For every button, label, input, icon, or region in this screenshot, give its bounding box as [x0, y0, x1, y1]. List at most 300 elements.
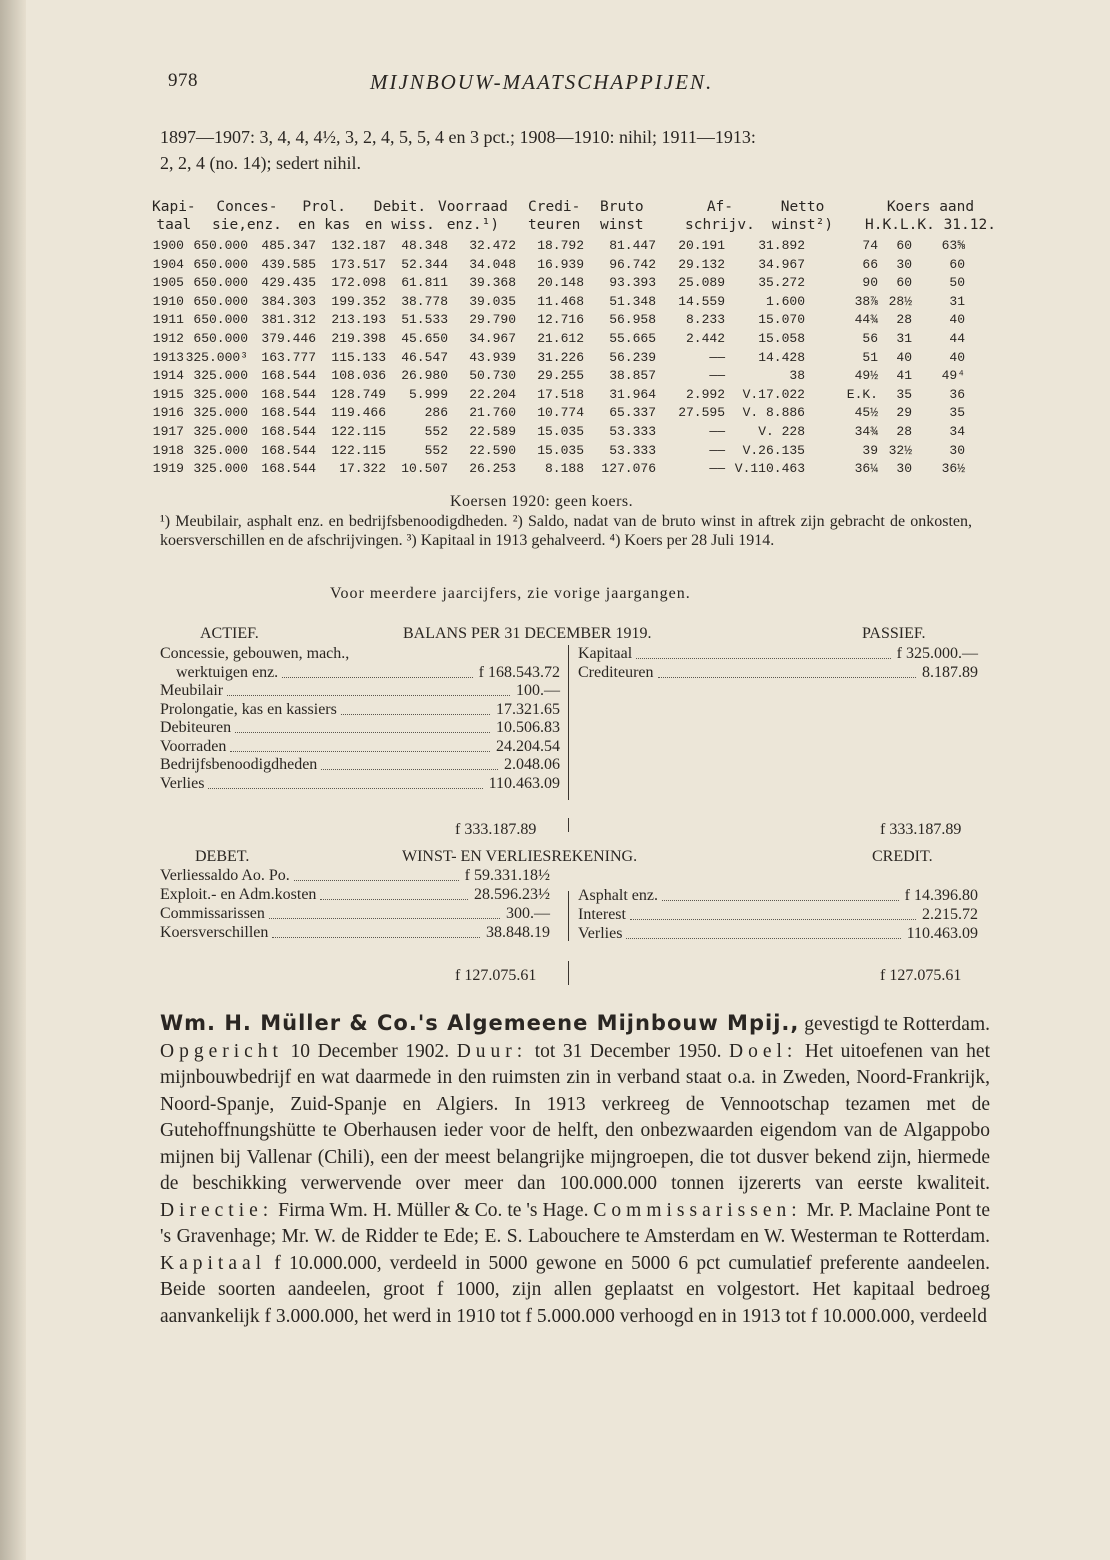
table-cell: 39 [862, 442, 878, 458]
ledger-label: Koersverschillen [160, 924, 269, 941]
table-cell: V. 228 [758, 423, 805, 439]
ledger-label: Meubilair [160, 682, 224, 699]
company-text: gevestigd te Rotterdam. [799, 1014, 990, 1035]
ledger-label: Kapitaal [578, 645, 633, 662]
dot-leader [269, 918, 500, 919]
column-header-line: Netto [780, 199, 825, 215]
running-title: MIJNBOUW-MAATSCHAPPIJEN. [370, 70, 714, 94]
ledger-amount: 110.463.09 [488, 774, 560, 792]
row-year: 1910 [152, 293, 184, 309]
table-cell: 213.193 [331, 312, 386, 328]
balans-total-divider [568, 818, 569, 832]
table-cell: 18.792 [537, 238, 584, 253]
label-kapitaal: Kapitaal [160, 1252, 267, 1274]
ledger-label: Bedrijfsbenoodigdheden [160, 756, 318, 773]
table-cell: 128.749 [331, 386, 386, 402]
balance-sheet [160, 625, 990, 845]
table-row [152, 442, 980, 462]
company-text: Mr. P. Maclaine Pont te 's Gravenhage; Mr. W. de Ridder te Ede; E. S. Labouchere te Amsterdam en W. Westerman te Rotterdam. [160, 1199, 990, 1247]
balans-total-left: f 333.187.89 [455, 821, 537, 838]
table-cell: 122.115 [331, 423, 386, 439]
table-cell: 35.272 [758, 275, 805, 291]
table-cell: —— [709, 423, 725, 439]
ledger-line [160, 701, 560, 720]
table-cell: 29.790 [469, 312, 516, 328]
table-cell: 60 [896, 238, 912, 253]
table-cell: 39.368 [469, 275, 516, 291]
ledger-label: Verlies [160, 774, 205, 792]
table-cell: —— [709, 461, 725, 477]
ledger-amount: 2.215.72 [922, 906, 978, 923]
winst-right-header: CREDIT. [872, 848, 933, 865]
table-cell: 12.716 [537, 312, 584, 328]
table-row [152, 423, 980, 443]
table-cell: 29.132 [678, 256, 725, 272]
table-row [152, 405, 980, 424]
table-cell: 379.446 [261, 330, 316, 346]
table-cell: 429.435 [261, 275, 316, 291]
table-cell: 39.035 [469, 293, 516, 309]
row-year: 1904 [152, 256, 184, 272]
ledger-amount: 24.204.54 [496, 737, 560, 755]
table-cell: 30 [896, 256, 912, 272]
ledger-line [160, 924, 560, 943]
table-cell: 38.857 [609, 368, 656, 384]
table-cell: 168.544 [261, 423, 316, 439]
column-header-line: teuren [528, 217, 581, 233]
column-header [365, 198, 435, 234]
table-cell: 21.612 [537, 330, 584, 346]
table-cell: 44¾ [854, 312, 878, 328]
table-cell: 34¾ [854, 423, 878, 439]
table-cell: 28½ [888, 293, 912, 309]
table-cell: 93.393 [609, 275, 656, 291]
table-cell: 8.188 [544, 461, 584, 477]
row-year: 1900 [152, 238, 184, 253]
table-cell: 66 [862, 256, 878, 272]
table-cell: 325.000 [193, 442, 248, 458]
table-cell: 17.518 [537, 386, 584, 402]
table-cell: 28 [896, 312, 912, 328]
table-cell: 168.544 [261, 442, 316, 458]
column-header-line: H.K.L.K. 31.12. [865, 217, 996, 233]
table-cell: 60 [896, 275, 912, 291]
ledger-line [160, 867, 560, 886]
table-cell: 31.964 [609, 386, 656, 402]
dividend-line-1: 1897—1907: 3, 4, 4, 4½, 3, 2, 4, 5, 5, 4 en 3 pct.; 1908—1910: nihil; 1911—1913: [160, 127, 756, 147]
column-header-line: taal [156, 217, 192, 233]
profit-loss-account [160, 845, 990, 985]
table-cell: 51 [862, 349, 878, 365]
table-cell: 26.253 [469, 461, 516, 477]
ledger-label: Concessie, gebouwen, mach., [160, 645, 350, 662]
table-cell: 90 [862, 275, 878, 291]
ledger-line [578, 906, 978, 925]
table-cell: 381.312 [261, 312, 316, 328]
dot-leader [341, 714, 490, 715]
dot-leader [626, 938, 900, 939]
table-cell: 61.811 [401, 275, 448, 291]
table-row [152, 275, 980, 294]
table-cell: 5.999 [408, 386, 448, 402]
ledger-amount: 8.187.89 [922, 663, 978, 681]
table-cell: 46.547 [401, 349, 448, 365]
dividend-history [160, 124, 970, 176]
footnotes: ¹) Meubilair, asphalt enz. en bedrijfsbenoodigdheden. ²) Saldo, nadat van de bruto winst in aftrek zijn gebracht de onkosten, koersverschillen en de afschrijvingen. ³) Kapitaal in 1913 gehalveerd. ⁴) Koers per 28 Juli 1914. [160, 513, 972, 549]
table-cell: 34.048 [469, 256, 516, 272]
table-cell: 32½ [888, 442, 912, 458]
balans-divider [568, 645, 569, 800]
statistics-table [152, 238, 980, 480]
column-header-line: Koers aand [886, 199, 975, 215]
table-cell: 127.076 [601, 461, 656, 477]
ledger-amount: 300.— [506, 905, 550, 922]
table-cell: 31 [896, 330, 912, 346]
ledger-label: Verliessaldo Ao. Po. [160, 867, 290, 884]
table-cell: —— [709, 368, 725, 384]
dividend-line-2: 2, 2, 4 (no. 14); sedert nihil. [160, 153, 361, 173]
table-cell: 32.472 [469, 238, 516, 253]
winst-left-header: DEBET. [195, 848, 250, 865]
table-cell: 41 [896, 368, 912, 384]
table-row [152, 256, 980, 276]
column-header-line: winst²) [772, 217, 834, 233]
table-cell: 60 [949, 256, 965, 272]
table-cell: 168.544 [261, 461, 316, 477]
table-cell: 40 [896, 349, 912, 365]
table-cell: 325.000 [193, 386, 248, 402]
ledger-amount: 17.321.65 [496, 700, 560, 718]
table-cell: 28 [896, 423, 912, 439]
table-cell: 8.233 [685, 312, 725, 328]
ledger-line [160, 719, 560, 738]
dot-leader [235, 732, 490, 733]
company-text: 10 December 1902. [282, 1040, 457, 1062]
dot-leader [662, 900, 899, 901]
ledger-label: Commissarissen [160, 905, 265, 922]
ledger-amount: 100.— [516, 682, 560, 699]
table-cell: 36½ [941, 461, 965, 477]
column-header-line: en wiss. [365, 217, 435, 233]
table-cell: 199.352 [331, 293, 386, 309]
row-year: 1918 [152, 442, 184, 458]
table-cell: 15.058 [758, 330, 805, 346]
ledger-label: Verlies [578, 925, 623, 942]
dot-leader [320, 899, 468, 900]
ledger-line [160, 682, 560, 701]
table-cell: V.17.022 [742, 386, 805, 402]
table-cell: 81.447 [609, 238, 656, 253]
column-header [298, 198, 350, 234]
table-cell: 34.967 [469, 330, 516, 346]
table-cell: 21.760 [469, 405, 516, 421]
table-cell: —— [709, 349, 725, 365]
table-cell: 168.544 [261, 386, 316, 402]
table-cell: 50 [949, 275, 965, 291]
table-cell: 22.204 [469, 386, 516, 402]
table-cell: 30 [949, 442, 965, 458]
table-row [152, 330, 980, 350]
column-header [528, 198, 580, 234]
binding-shadow [0, 0, 26, 1560]
table-cell: 34.967 [758, 256, 805, 272]
statistics-column-headers [152, 198, 996, 238]
table-cell: 122.115 [331, 442, 386, 458]
table-cell: 38 [789, 368, 805, 384]
table-cell: 30 [896, 461, 912, 477]
table-cell: 51.533 [401, 312, 448, 328]
table-cell: 40 [949, 312, 965, 328]
ledger-line [160, 664, 560, 683]
ledger-label: Interest [578, 906, 626, 923]
table-cell: 16.939 [537, 256, 584, 272]
dot-leader [282, 677, 472, 678]
table-cell: 63⅝ [941, 238, 965, 253]
table-cell: 51.348 [609, 293, 656, 309]
winst-divider [568, 891, 569, 941]
ledger-line [160, 738, 560, 757]
ledger-amount: 10.506.83 [496, 719, 560, 736]
dot-leader [321, 769, 498, 770]
table-cell: 14.559 [678, 293, 725, 309]
ledger-amount: f 168.543.72 [478, 663, 560, 681]
dot-leader [294, 880, 459, 881]
column-header [600, 198, 644, 234]
table-cell: 44 [949, 330, 965, 346]
table-cell: 132.187 [331, 238, 386, 253]
table-row [152, 312, 980, 331]
table-cell: —— [709, 442, 725, 458]
column-header [438, 198, 508, 234]
ledger-line [578, 664, 978, 683]
table-cell: 52.344 [401, 256, 448, 272]
balans-title: BALANS PER 31 DECEMBER 1919. [403, 625, 652, 642]
table-cell: 22.590 [469, 442, 516, 458]
table-cell: 650.000 [193, 238, 248, 253]
row-year: 1919 [152, 461, 184, 477]
table-cell: 2.992 [685, 386, 725, 402]
page-header [160, 70, 990, 100]
table-cell: 45½ [854, 405, 878, 421]
more-figures-note: Voor meerdere jaarcijfers, zie vorige jaargangen. [330, 585, 691, 602]
table-cell: 65.337 [609, 405, 656, 421]
row-year: 1913 [152, 349, 184, 365]
table-cell: 650.000 [193, 293, 248, 309]
table-cell: 650.000 [193, 312, 248, 328]
label-opgericht: Opgericht [160, 1040, 283, 1062]
ledger-line [578, 925, 978, 944]
column-header-line: sie,enz. [212, 217, 282, 233]
column-header-line: winst [600, 217, 644, 233]
table-cell: 38.778 [401, 293, 448, 309]
table-cell: 173.517 [331, 256, 386, 272]
row-year: 1915 [152, 386, 184, 402]
table-cell: 485.347 [261, 238, 316, 253]
ledger-line [578, 887, 978, 906]
table-cell: 20.191 [678, 238, 725, 253]
table-cell: 36¼ [854, 461, 878, 477]
table-cell: 439.585 [261, 256, 316, 272]
table-cell: 49½ [854, 368, 878, 384]
row-year: 1905 [152, 275, 184, 291]
dot-leader [630, 919, 916, 920]
row-year: 1917 [152, 423, 184, 439]
table-cell: 10.774 [537, 405, 584, 421]
table-cell: 25.089 [678, 275, 725, 291]
table-cell: 163.777 [261, 349, 316, 365]
table-cell: 384.303 [261, 293, 316, 309]
company-text: Firma Wm. H. Müller & Co. te 's Hage. [273, 1199, 594, 1221]
column-header-line: schrijv. [685, 217, 755, 233]
column-header-line: Voorraad [438, 199, 508, 215]
table-cell: 15.035 [537, 442, 584, 458]
table-cell: 11.468 [537, 293, 584, 309]
table-cell: 108.036 [331, 368, 386, 384]
table-row [152, 238, 980, 257]
ledger-amount: 38.848.19 [486, 924, 550, 941]
table-cell: 56.958 [609, 312, 656, 328]
table-cell: 53.333 [609, 442, 656, 458]
table-cell: 49⁴ [941, 368, 965, 384]
table-cell: 1.600 [765, 293, 805, 309]
table-cell: 45.650 [401, 330, 448, 346]
table-cell: 650.000 [193, 275, 248, 291]
winst-total-left: f 127.075.61 [455, 967, 537, 984]
column-header-line: Bruto [600, 199, 644, 215]
winst-title: WINST- EN VERLIESREKENING. [402, 848, 638, 865]
company-entry [160, 1010, 990, 1330]
label-commissarissen: Commissarissen: [593, 1199, 802, 1221]
table-cell: 10.507 [401, 461, 448, 477]
table-row [152, 349, 980, 369]
page-number: 978 [168, 70, 198, 91]
ledger-amount: 2.048.06 [504, 756, 560, 773]
ledger-label: Crediteuren [578, 663, 654, 681]
ledger-line [160, 886, 560, 905]
table-cell: 55.665 [609, 330, 656, 346]
table-cell: 26.980 [401, 368, 448, 384]
column-header-line: enz.¹) [446, 217, 500, 233]
table-cell: 15.035 [537, 423, 584, 439]
table-cell: 650.000 [193, 330, 248, 346]
balans-total-right: f 333.187.89 [880, 821, 962, 838]
table-cell: 172.098 [331, 275, 386, 291]
table-cell: 17.322 [339, 461, 386, 477]
winst-total-right: f 127.075.61 [880, 967, 962, 984]
column-header-line: Debit. [373, 199, 427, 215]
table-cell: 552 [424, 423, 448, 439]
ledger-label: Prolongatie, kas en kassiers [160, 700, 337, 718]
table-cell: 22.589 [469, 423, 516, 439]
table-cell: 96.742 [609, 256, 656, 272]
table-cell: 325.000 [193, 461, 248, 477]
row-year: 1911 [152, 312, 184, 328]
table-cell: 168.544 [261, 368, 316, 384]
column-header-line: en kas [298, 217, 351, 233]
table-cell: 325.000³ [185, 349, 248, 365]
table-row [152, 293, 980, 313]
column-header-line: Prol. [302, 199, 347, 215]
company-text: f 10.000.000, verdeeld in 5000 gewone en 5000 6 pct cumulatief preferente aandeelen. Beide soorten aandeelen, groot f 1000, zijn allen geplaatst en volgestort. Het kapitaal bedroeg aanvankelijk f 3.000.000, het werd in 1910 tot f 5.000.000 verhoogd en in 1913 tot f 10.000.000, verdeeld [160, 1252, 990, 1327]
row-year: 1912 [152, 330, 184, 346]
dot-leader [272, 937, 480, 938]
column-header-line: Af- [706, 199, 734, 215]
table-row [152, 461, 980, 480]
row-year: 1916 [152, 405, 184, 421]
table-cell: 20.148 [537, 275, 584, 291]
balans-right-header: PASSIEF. [862, 625, 926, 642]
table-cell: 325.000 [193, 423, 248, 439]
ledger-line [160, 756, 560, 775]
table-cell: 31.892 [758, 238, 805, 253]
ledger-line [160, 905, 560, 924]
row-year: 1914 [152, 368, 184, 384]
company-text: Het uitoefenen van het mijnbouwbedrijf en wat daarmede in den ruimsten zin in verband staat o.a. in Zweden, Noord-Frankrijk, Noord-Spanje, Zuid-Spanje en Algiers. In 1913 verkreeg de Vennootschap tezamen met de Gutehoffnungshütte te Oberhausen ieder voor de helft, den onbezwaarden eigendom van de Algappobo mijnen bij Vallenar (Chili), een der meest belangrijke mijngroepen, die tot dusver bekend zijn, hiermede de beschikking verwervende over meer dan 100.000.000 tonnen ijzererts van eerste kwaliteit. [160, 1040, 990, 1194]
label-duur: Duur: [456, 1040, 528, 1062]
ledger-amount: f 325.000.— [896, 645, 978, 662]
column-header [152, 198, 196, 234]
table-cell: 29 [896, 405, 912, 421]
dot-leader [636, 658, 890, 659]
table-cell: 56 [862, 330, 878, 346]
dot-leader [230, 751, 490, 752]
ledger-label: werktuigen enz. [176, 663, 279, 681]
table-cell: 53.333 [609, 423, 656, 439]
ledger-label: Asphalt enz. [578, 887, 658, 904]
table-cell: 27.595 [678, 405, 725, 421]
table-cell: 36 [949, 386, 965, 402]
koersen-note: Koersen 1920: geen koers. [450, 493, 634, 510]
table-cell: 2.442 [685, 330, 725, 346]
balans-left-header: ACTIEF. [200, 625, 259, 642]
table-cell: V. 8.886 [742, 405, 805, 421]
column-header [212, 198, 282, 234]
table-cell: 31.226 [537, 349, 584, 365]
table-cell: 168.544 [261, 405, 316, 421]
ledger-label: Voorraden [160, 737, 227, 755]
company-text: tot 31 December 1950. [527, 1040, 730, 1062]
table-cell: 35 [949, 405, 965, 421]
column-header-line: Conces- [216, 199, 278, 215]
label-doel: Doel: [729, 1040, 798, 1062]
table-cell: 325.000 [193, 405, 248, 421]
table-cell: 50.730 [469, 368, 516, 384]
table-row [152, 386, 980, 406]
column-header [685, 198, 755, 234]
column-header-line: Kapi- [152, 199, 196, 215]
table-cell: 115.133 [331, 349, 386, 365]
table-cell: E.K. [846, 386, 878, 402]
table-cell: 286 [424, 405, 448, 421]
table-cell: V.110.463 [734, 461, 805, 477]
label-directie: Directie: [160, 1199, 274, 1221]
ledger-amount: 110.463.09 [906, 925, 978, 942]
table-cell: 15.070 [758, 312, 805, 328]
table-cell: 31 [949, 293, 965, 309]
dot-leader [658, 677, 916, 678]
table-cell: 43.939 [469, 349, 516, 365]
table-cell: 219.398 [331, 330, 386, 346]
table-cell: 14.428 [758, 349, 805, 365]
table-cell: 119.466 [331, 405, 386, 421]
ledger-line [160, 645, 560, 664]
table-cell: 74 [862, 238, 878, 253]
column-header [865, 198, 996, 234]
ledger-label: Exploit.- en Adm.kosten [160, 886, 317, 903]
table-cell: 552 [424, 442, 448, 458]
table-cell: 48.348 [401, 238, 448, 253]
table-cell: 35 [896, 386, 912, 402]
